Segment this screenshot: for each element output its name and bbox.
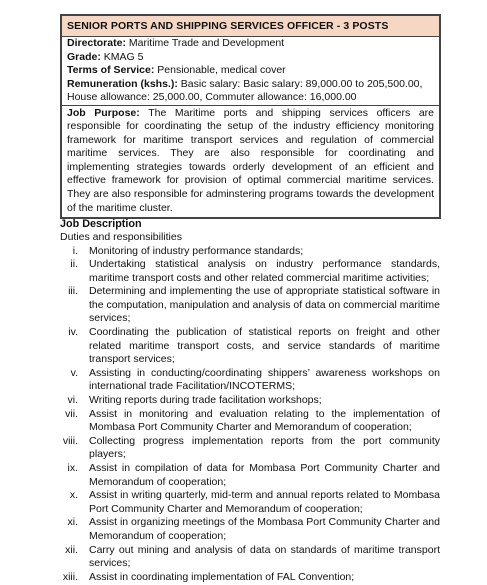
duty-item: [60, 285, 440, 326]
duty-number: vii.: [65, 407, 78, 420]
duty-number: xi.: [67, 516, 78, 529]
duty-text: Coordinating the publication of statistical reports on freight and other related maritime transport costs, and service standards of maritime transport services;: [89, 326, 440, 366]
duty-number: xiii.: [62, 570, 78, 583]
duty-text: Assist in organizing meetings of the Mombasa Port Community Charter and Memorandum of cooperation;: [89, 516, 440, 542]
duty-text: Assist in writing quarterly, mid-term and annual reports related to Mombasa Port Community Charter and Memorandum of cooperation;: [89, 489, 440, 515]
job-description-section: [60, 217, 440, 584]
job-purpose-label: Job Purpose:: [67, 106, 140, 119]
duty-number: ix.: [67, 462, 78, 474]
duty-number: viii.: [62, 434, 78, 447]
duty-text: Monitoring of industry performance standards;: [89, 244, 304, 257]
post-title: SENIOR PORTS AND SHIPPING SERVICES OFFICER - 3 POSTS: [61, 15, 440, 37]
duty-item: [60, 258, 440, 285]
duty-text: Collecting progress implementation reports from the port community players;: [89, 434, 440, 461]
duty-text: Writing reports during trade facilitation workshops;: [89, 394, 322, 407]
post-details-table: [60, 14, 441, 219]
remuneration-value: Basic salary: Basic salary: 89,000.00 to 205,500.00,: [180, 77, 423, 90]
duty-item: [60, 544, 440, 571]
post-info-block: [61, 37, 440, 105]
duty-number: vi.: [67, 394, 78, 407]
directorate-value: Maritime Trade and Development: [128, 37, 285, 49]
duty-number: iii.: [68, 285, 78, 298]
duties-subheading: Duties and responsibilities: [60, 231, 182, 243]
duty-text: Carry out mining and analysis of data on standards of maritime transport services;: [89, 543, 440, 570]
duty-item: [60, 462, 440, 489]
duties-list: [60, 245, 440, 585]
directorate-label: Directorate:: [67, 37, 126, 49]
terms-value: Pensionable, medical cover: [157, 64, 286, 76]
duty-text: Assist in monitoring and evaluation relating to the implementation of Mombasa Port Community Charter and Memorandum of cooperation;: [89, 407, 440, 434]
duty-item: [60, 367, 440, 394]
duty-item: [60, 489, 440, 516]
duty-text: Undertaking statistical analysis on industry performance standards, maritime transport costs and other related commercial maritime activities;: [89, 258, 440, 284]
grade-value: KMAG 5: [103, 50, 144, 63]
duty-text: Determining and implementing the use of appropriate statistical software in the computation, manipulation and analysis of data on commercial maritime services;: [89, 285, 440, 325]
duty-item: [60, 245, 440, 259]
duty-number: ii.: [70, 258, 78, 271]
remuneration-row: [62, 78, 439, 92]
grade-label: Grade:: [67, 50, 101, 63]
duty-number: i.: [72, 244, 78, 257]
terms-row: [62, 64, 439, 78]
directorate-row: [62, 37, 439, 51]
duty-number: xii.: [65, 543, 78, 556]
job-description-heading: Job Description: [60, 218, 142, 230]
remuneration-label: Remuneration (kshs.):: [67, 77, 178, 90]
duty-item: [60, 571, 440, 585]
job-purpose-text: The Maritime ports and shipping services officers are responsible for coordinating the setup of the industry efficiency monitoring framework for maritime transport services and regulation of commercial maritime services. They are also responsible for coordinating and implementing strategies towards orderly development of an efficient and effective framework for provision of optimal commercial maritime services. They are also responsible for adminstering programs towards the development of the maritime cluster.: [67, 106, 434, 214]
duty-text: Assist in coordinating implementation of FAL Convention;: [89, 570, 355, 583]
terms-label: Terms of Service:: [67, 64, 155, 76]
duty-number: v.: [70, 366, 78, 379]
duty-item: [60, 326, 440, 367]
duty-item: [60, 394, 440, 408]
duty-number: iv.: [68, 326, 78, 339]
duty-item: [60, 435, 440, 462]
allowances-row: House allowance: 25,000.00, Commuter allowance: 16,000.00: [67, 91, 357, 103]
job-purpose: [61, 105, 440, 219]
duty-text: Assisting in conducting/coordinating shippers’ awareness workshops on international trade Facilitation/INCOTERMS;: [89, 366, 440, 393]
duty-item: [60, 516, 440, 543]
duty-item: [60, 408, 440, 435]
duty-number: x.: [69, 489, 78, 502]
grade-row: [62, 51, 439, 65]
duty-text: Assist in compilation of data for Mombasa Port Community Charter and Memorandum of cooperation;: [89, 462, 440, 488]
